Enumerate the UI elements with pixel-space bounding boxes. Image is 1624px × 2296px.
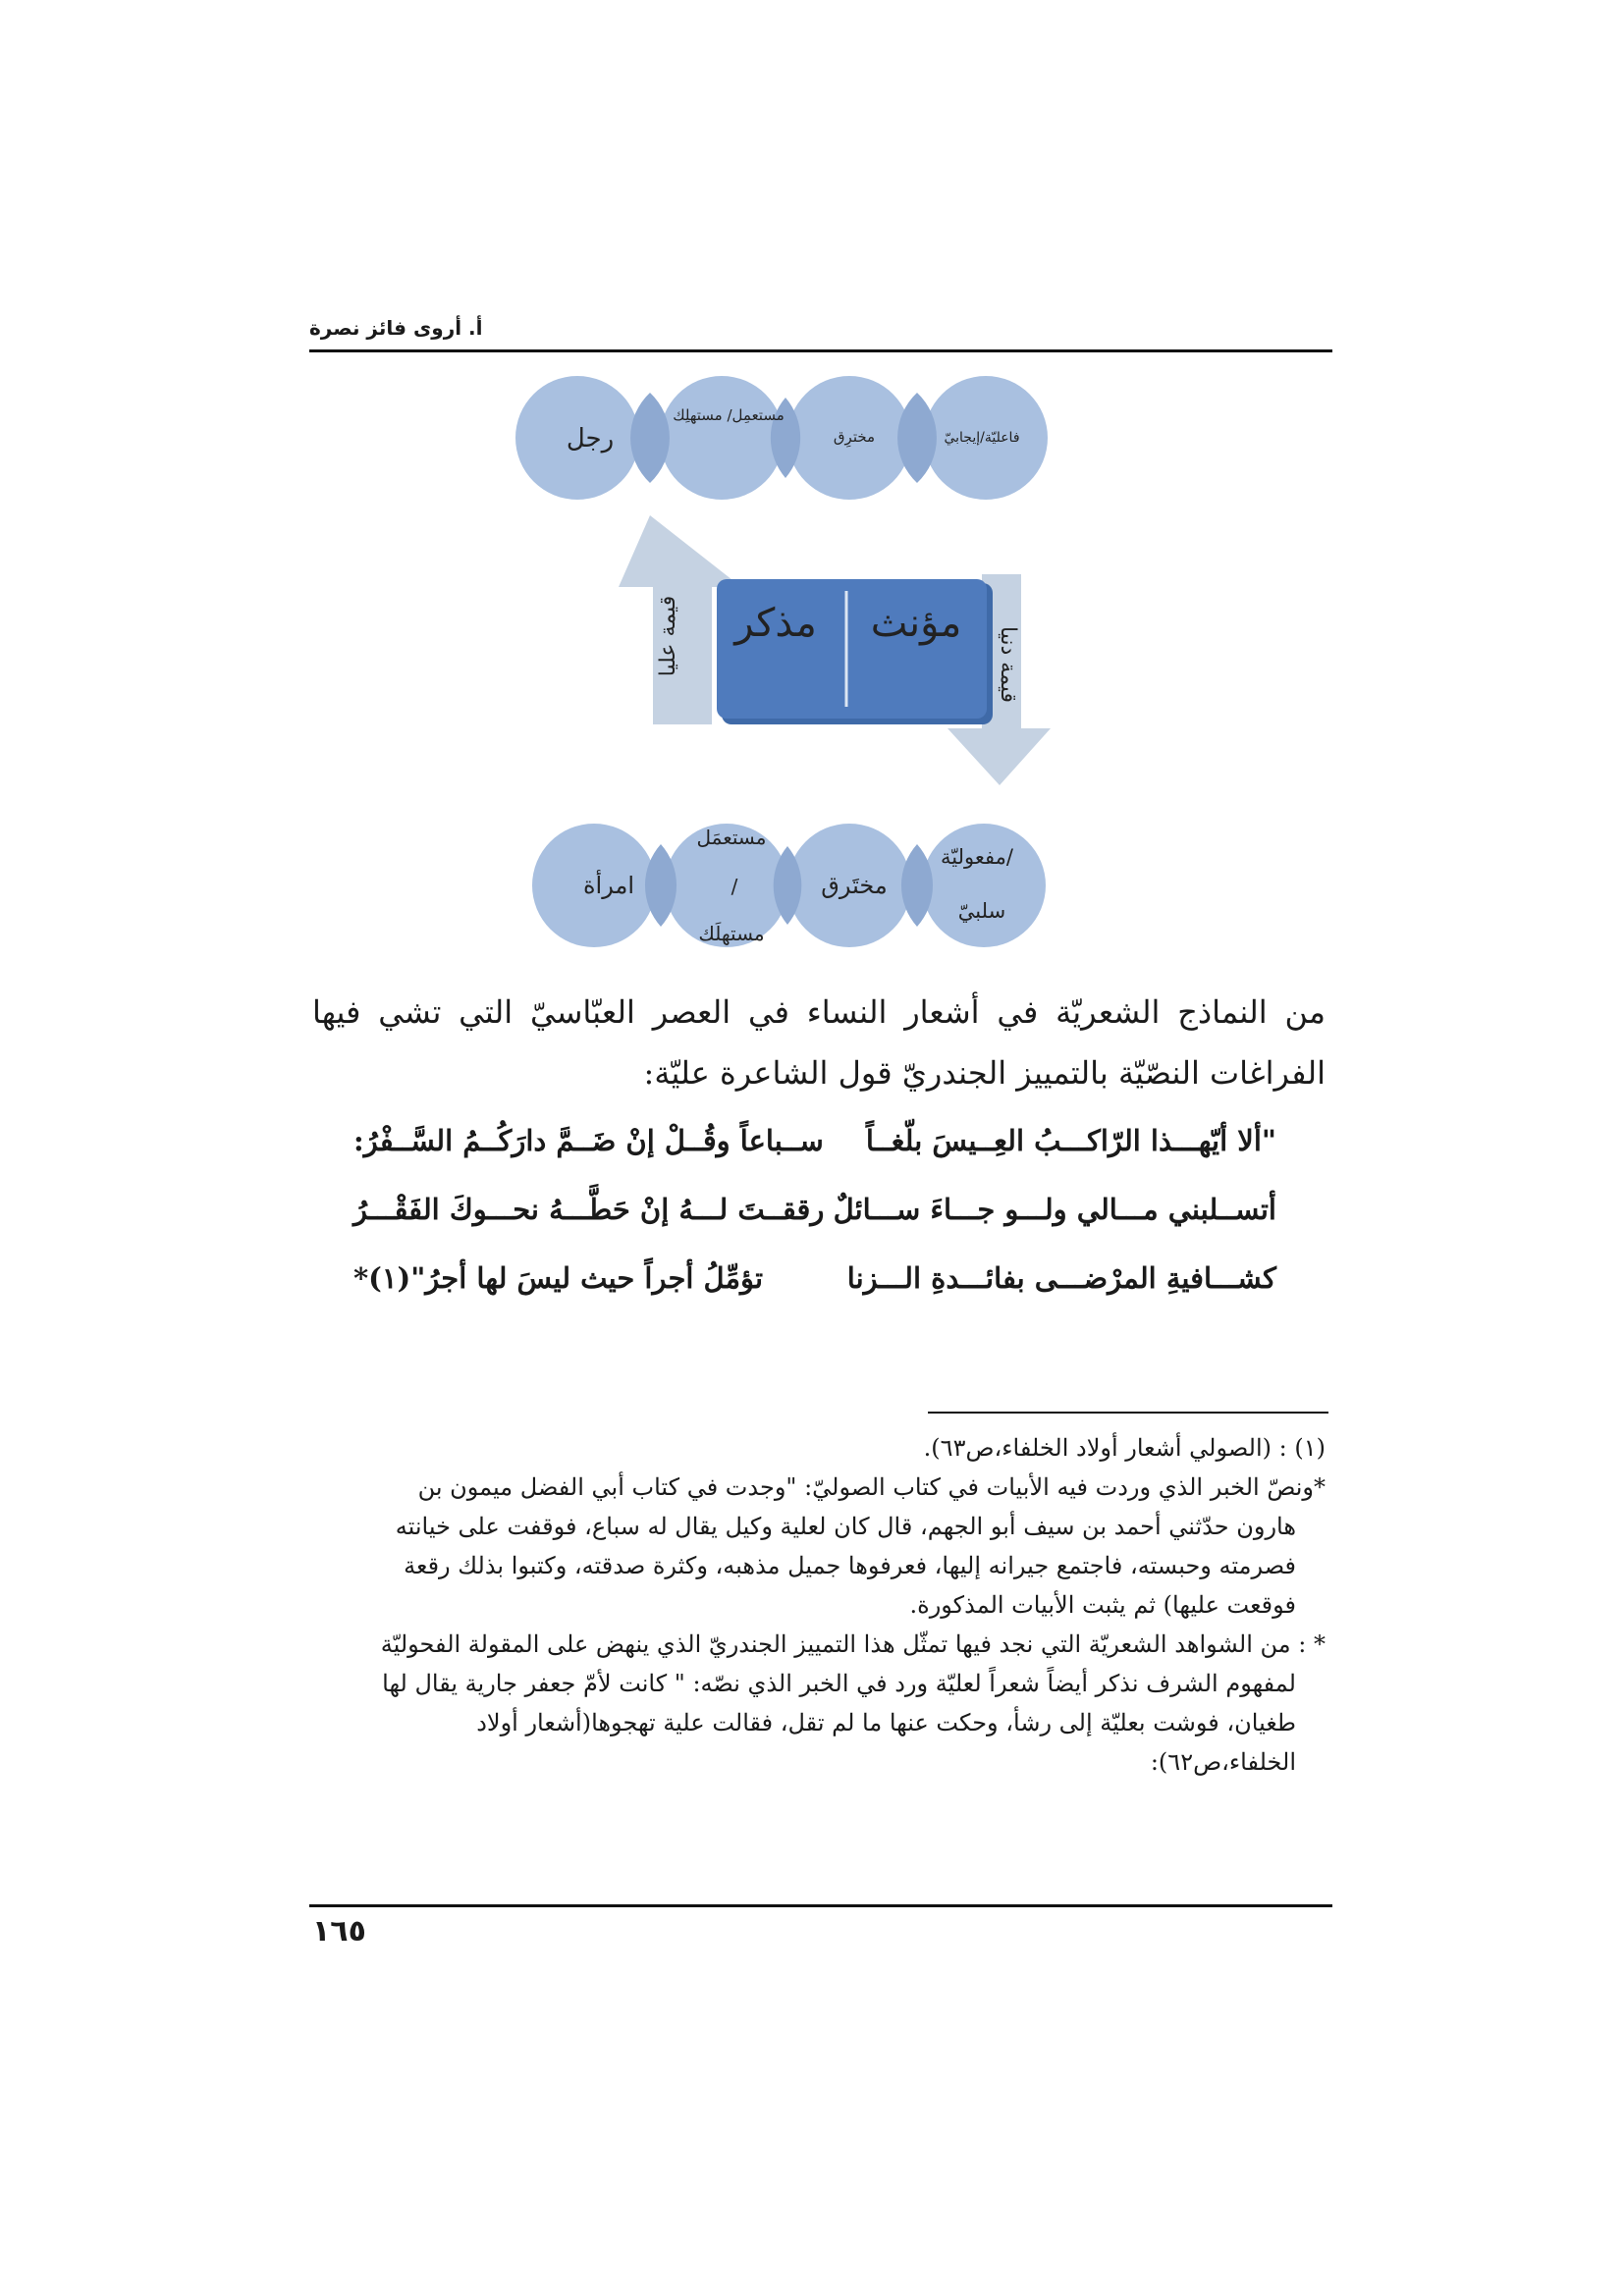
- footnote-1: (١) : (الصولي أشعار أولاد الخلفاء،ص٦٣).: [923, 1434, 1326, 1462]
- footnote-2-line-3: فصرمته وحبسته، فاجتمع جيرانه إليها، فعرفوها جميل مذهبه، وكثرة صدقته، وكتبوا بذلك رقعة: [404, 1552, 1296, 1579]
- footnote-3-line-4: الخلفاء،ص٦٢):: [1150, 1748, 1296, 1776]
- footnote-2-line-4: فوقعت عليها) ثم يثبت الأبيات المذكورة.: [909, 1591, 1296, 1619]
- circle-mustamil: [660, 376, 784, 500]
- overlap-1: [630, 393, 670, 483]
- verse-2: [353, 1193, 1276, 1248]
- arrow-down-label: قيمة دنيا: [996, 626, 1020, 703]
- body-paragraph: من النماذج الشعريّة في أشعار النساء في العصر العبّاسيّ التي تشي فيها الفراغات النصّيّة بالتمييز الجندريّ قول الشاعرة عليّة:: [312, 993, 1326, 1092]
- verse-3-right: كشـــافيةِ المرْضـــى بفائـــدةِ الـــزنا: [846, 1261, 1276, 1295]
- footnote-2-line-1: *ونصّ الخبر الذي وردت فيه الأبيات في كتاب الصوليّ: "وجدت في كتاب أبي الفضل ميمون بن: [417, 1473, 1326, 1501]
- footer-rule: [309, 1904, 1332, 1907]
- overlap-b3: [901, 844, 933, 927]
- footnote-3-line-3: طغيان، فوشت بعليّة إلى رشأ، وحكت عنها ما لم تقل، فقالت علية تهجوها(أشعار أولاد: [476, 1709, 1296, 1736]
- bottom-label-mukhtaraq: مختَرق: [821, 872, 888, 899]
- center-left-label: مذكر: [734, 601, 817, 646]
- footnote-3-line-1: * : من الشواهد الشعريّة التي نجد فيها تمثّل هذا التمييز الجندريّ الذي ينهض على المقولة الفحوليّة: [380, 1630, 1326, 1658]
- bottom-label-mustamal-3: مستهلَك: [698, 922, 765, 945]
- bottom-label-mustamal-1: مستعمَل: [696, 826, 767, 849]
- gender-diagram: [0, 0, 1624, 982]
- running-header-author: أ. أروى فائز نصرة: [309, 316, 483, 340]
- top-label-rajul: رجل: [566, 424, 615, 454]
- center-right-label: مؤنث: [870, 601, 962, 646]
- verse-1-left: ســباعاً وقُــلْ إنْ ضَــمَّ دارَكُــمُ السَّــفْرُ:: [353, 1124, 824, 1157]
- circle-mafuliyya: [922, 824, 1046, 947]
- bottom-label-imraa: امرأة: [582, 872, 635, 899]
- overlap-b1: [645, 844, 677, 927]
- bottom-label-mafuliyya-2: سلبيّ: [957, 899, 1006, 923]
- footnote-2-line-2: هارون حدّثني أحمد بن سيف أبو الجهم، قال كان لعلية وكيل يقال له سباع، فوقفت على خيانته: [395, 1513, 1296, 1540]
- verse-3-left: تؤمِّلُ أجراً حيث ليسَ لها أجرُ"(١)*: [353, 1261, 764, 1295]
- page-number: ١٦٥: [312, 1914, 366, 1949]
- footnotes: [312, 1428, 1326, 1782]
- overlap-3: [897, 393, 937, 483]
- footnote-rule: [928, 1412, 1328, 1414]
- bottom-label-mafuliyya-1: مفعوليّة/: [941, 845, 1013, 869]
- verse-3: [353, 1261, 1276, 1316]
- verse-1-right: "ألا أيّهـــذا الرّاكـــبُ العِــيسَ بلّغــاً: [865, 1124, 1276, 1157]
- top-label-mustamil: [673, 406, 785, 424]
- verse-2-left: رققــتَ لـــهُ إنْ حَطَّـــهُ نحـــوكَ الفَقْـــرُ: [353, 1193, 825, 1226]
- verse-1: [353, 1124, 1276, 1179]
- bottom-label-mustamal-2: /: [731, 875, 738, 898]
- top-label-failiyya: فاعليّة/إيجابيّ: [944, 430, 1020, 446]
- top-label-mukhtariq: مخترِق: [833, 428, 876, 446]
- arrow-up-label: قيمة عليا: [656, 595, 680, 677]
- footnote-3-line-2: لمفهوم الشرف نذكر أيضاً شعراً لعليّة ورد في الخبر الذي نصّه: " كانت لأمّ جعفر جارية يقال لها: [382, 1670, 1296, 1697]
- verse-2-right: أتســلبني مـــالي ولـــو جـــاءَ ســـائلٌ: [833, 1193, 1276, 1226]
- top-label-mustamil-text: مستعمِل/ مستهلِك: [673, 406, 785, 424]
